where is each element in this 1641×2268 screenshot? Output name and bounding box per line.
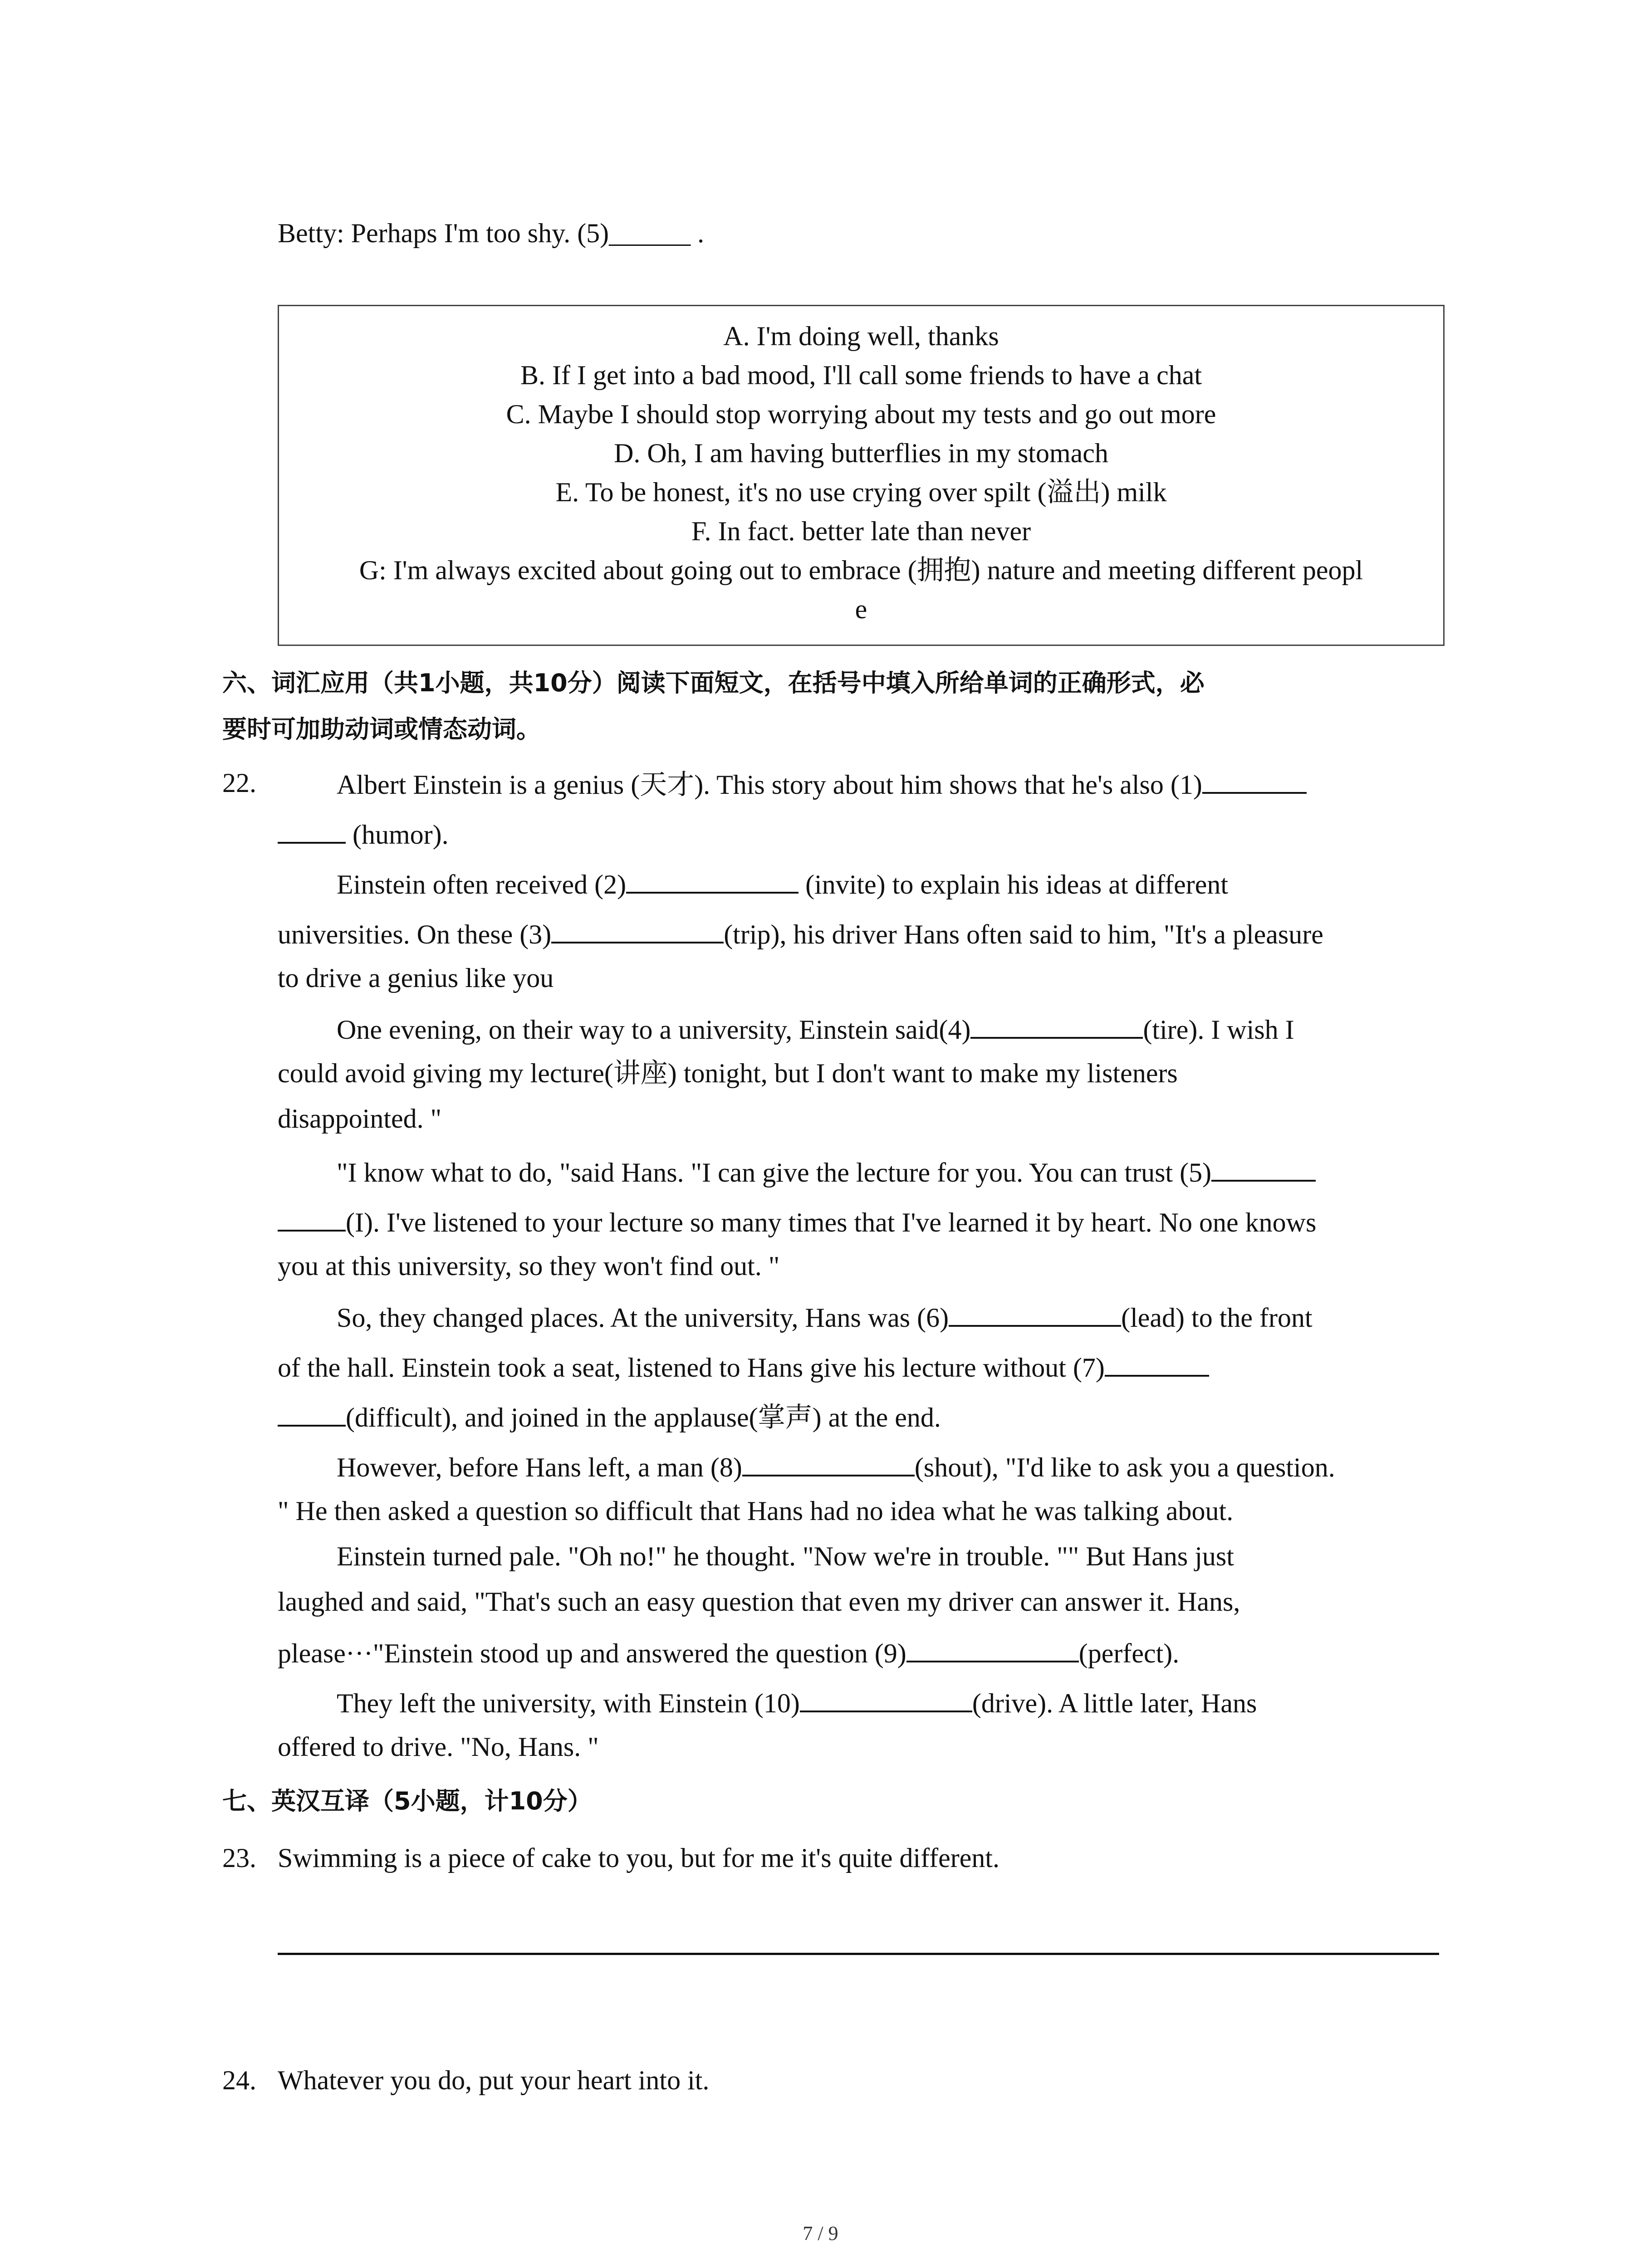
q22-line15: However, before Hans left, a man (8) (shout), "I'd like to ask you a question.: [337, 1449, 1335, 1484]
q22-line10: (I). I've listened to your lecture so many times that I've learned it by heart. No one knows: [278, 1204, 1316, 1239]
q22-line21: offered to drive. "No, Hans. ": [278, 1732, 599, 1762]
option-a: A. I'm doing well, thanks: [723, 321, 999, 351]
q22-line12: So, they changed places. At the university, Hans was (6) (lead) to the front: [337, 1300, 1313, 1334]
q22-line8: disappointed. ": [278, 1104, 442, 1134]
q22-line3: Einstein often received (2) (invite) to explain his ideas at different: [337, 866, 1228, 901]
q22-line1: Albert Einstein is a genius (天才). This story about him shows that he's also (1): [337, 767, 1307, 801]
options-box: [278, 305, 1445, 646]
blank-1-continued[interactable]: [278, 816, 346, 844]
q22-line18: laughed and said, "That's such an easy question that even my driver can answer it. Hans,: [278, 1587, 1240, 1617]
option-f: F. In fact. better late than never: [691, 516, 1031, 546]
page-number: 7 / 9: [803, 2222, 838, 2244]
q22-line11: you at this university, so they won't find out. ": [278, 1251, 780, 1281]
blank-1[interactable]: [1202, 767, 1307, 794]
q22-line17: Einstein turned pale. "Oh no!" he thought. "Now we're in trouble. "" But Hans just: [337, 1541, 1234, 1571]
q23-answer-line[interactable]: [278, 1953, 1439, 1955]
q22-line6: One evening, on their way to a university, Einstein said(4) (tire). I wish I: [337, 1012, 1294, 1046]
blank-3[interactable]: [551, 916, 724, 943]
dialogue-line: Betty: Perhaps I'm too shy. (5)______ .: [278, 218, 705, 248]
option-e: E. To be honest, it's no use crying over spilt (溢出) milk: [555, 477, 1167, 507]
q22-line13: of the hall. Einstein took a seat, listened to Hans give his lecture without (7): [278, 1349, 1209, 1384]
option-d: D. Oh, I am having butterflies in my stomach: [614, 438, 1108, 468]
blank-10[interactable]: [800, 1685, 972, 1712]
q23-number: 23.: [222, 1843, 256, 1873]
blank-4[interactable]: [970, 1012, 1143, 1039]
section6-heading-line1: 六、词汇应用（共1小题，共10分）阅读下面短文，在括号中填入所给单词的正确形式，必: [222, 669, 1205, 697]
q24-number: 24.: [222, 2065, 256, 2095]
q22-line19: please···"Einstein stood up and answered the question (9) (perfect).: [278, 1635, 1179, 1670]
blank-7-continued[interactable]: [278, 1399, 346, 1427]
option-c: C. Maybe I should stop worrying about my tests and go out more: [506, 399, 1216, 429]
q22-line14: (difficult), and joined in the applause(掌声) at the end.: [278, 1399, 941, 1434]
option-g-continued: e: [855, 594, 867, 624]
q22-number: 22.: [222, 768, 256, 798]
q22-line9: "I know what to do, "said Hans. "I can give the lecture for you. You can trust (5): [337, 1154, 1316, 1189]
blank-8[interactable]: [742, 1449, 915, 1476]
blank-9[interactable]: [906, 1635, 1079, 1662]
option-b: B. If I get into a bad mood, I'll call some friends to have a chat: [520, 360, 1202, 390]
q22-line4: universities. On these (3) (trip), his driver Hans often said to him, "It's a pleasure: [278, 916, 1323, 951]
q22-line5: to drive a genius like you: [278, 963, 554, 993]
option-g: G: I'm always excited about going out to embrace (拥抱) nature and meeting different peopl: [359, 555, 1363, 585]
blank-6[interactable]: [949, 1300, 1121, 1327]
blank-5[interactable]: [1211, 1154, 1316, 1182]
blank-7[interactable]: [1105, 1349, 1209, 1377]
blank-2[interactable]: [626, 866, 798, 894]
q23-text: Swimming is a piece of cake to you, but for me it's quite different.: [278, 1843, 999, 1873]
section7-heading: 七、英汉互译（5小题，计10分）: [222, 1787, 592, 1815]
q22-line2: (humor).: [278, 816, 449, 851]
section6-heading-line2: 要时可加助动词或情态动词。: [222, 715, 541, 743]
q22-line20: They left the university, with Einstein (10) (drive). A little later, Hans: [337, 1685, 1257, 1720]
blank-5-continued[interactable]: [278, 1204, 346, 1232]
q22-line16: " He then asked a question so difficult that Hans had no idea what he was talking about.: [278, 1496, 1234, 1526]
q22-line7: could avoid giving my lecture(讲座) tonight, but I don't want to make my listeners: [278, 1058, 1178, 1088]
q24-text: Whatever you do, put your heart into it.: [278, 2065, 710, 2095]
